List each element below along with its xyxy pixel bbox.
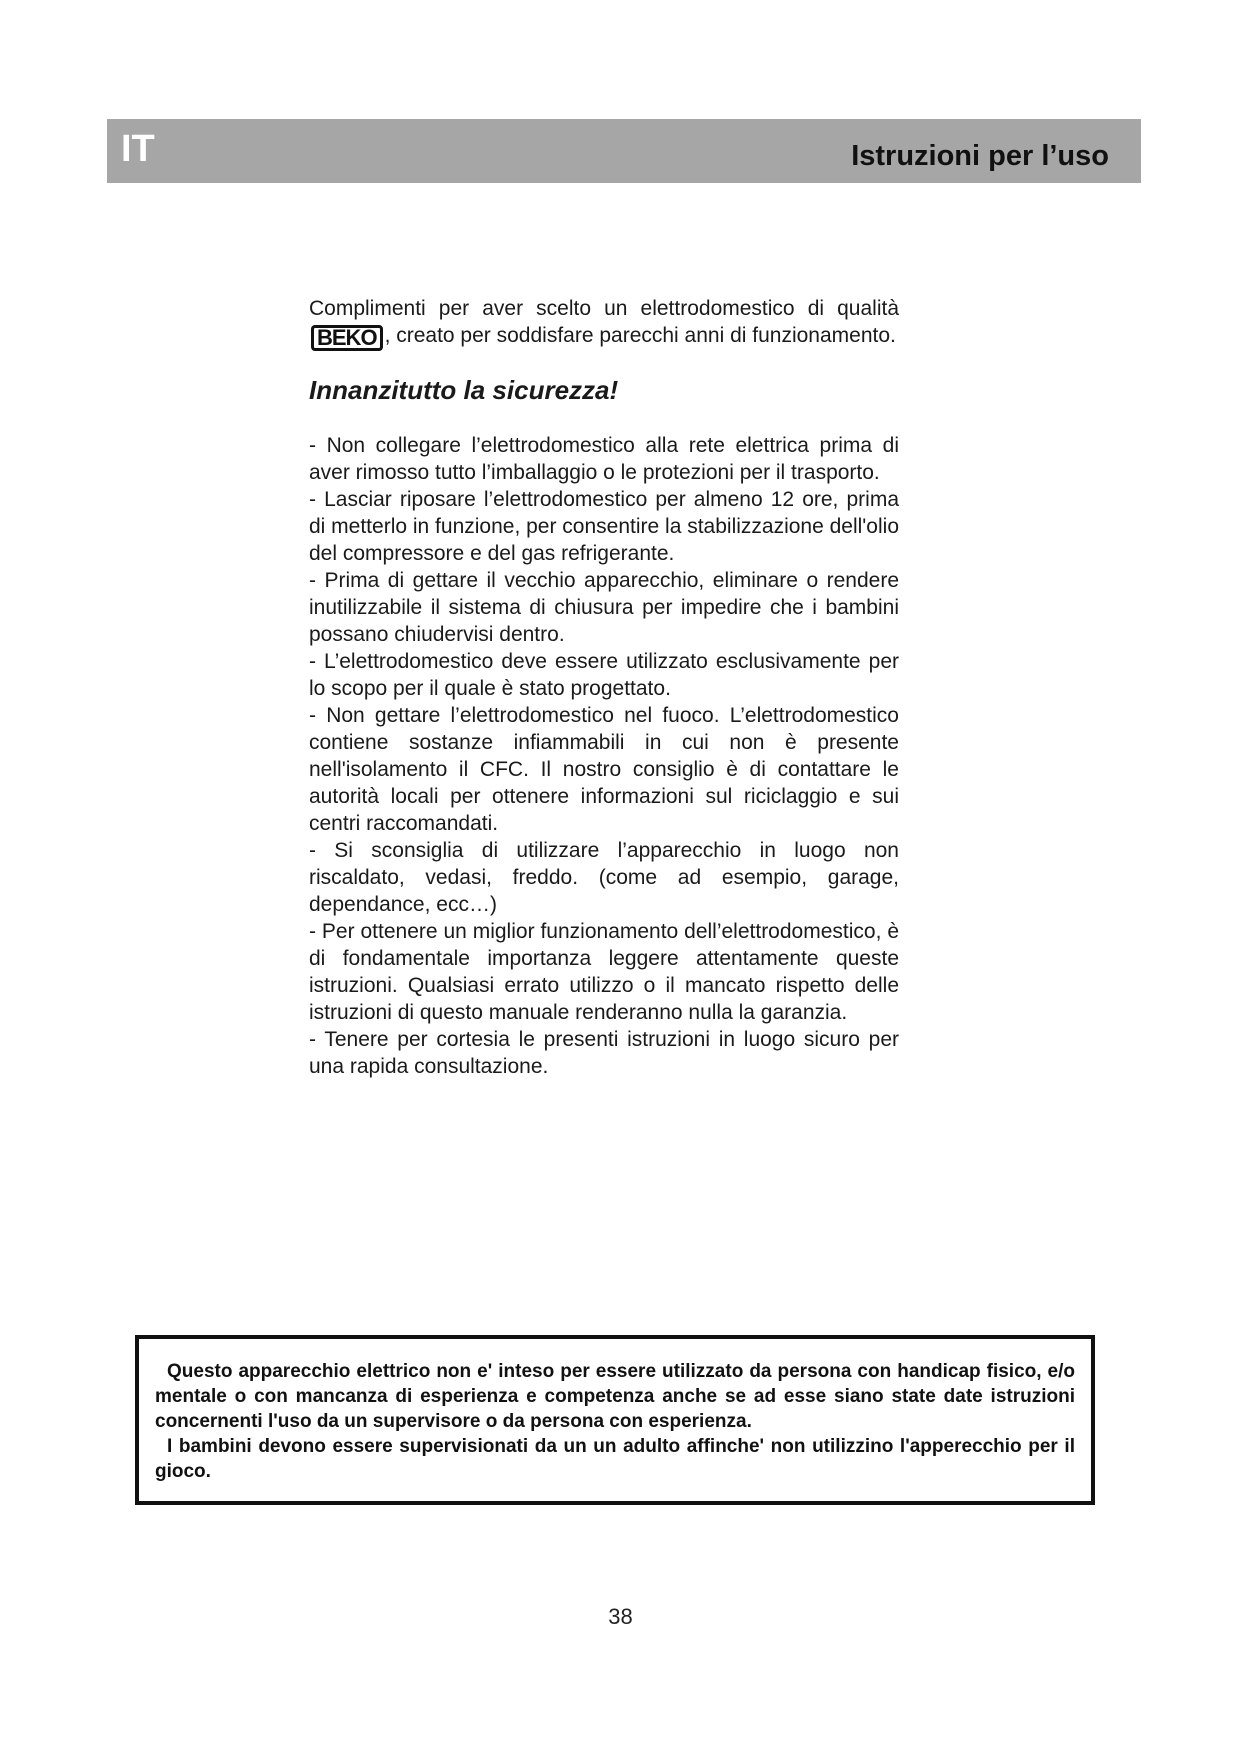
page-number: 38 [608,1604,633,1629]
document-title: Istruzioni per l’uso [851,140,1109,172]
language-code: IT [121,128,155,170]
warning-box [135,1335,1095,1505]
beko-logo: BEKO [311,325,383,351]
safety-item: - Tenere per cortesia le presenti istruzioni in luogo sicuro per una rapida consultazione. [309,1028,899,1078]
safety-list [309,432,899,1080]
intro-text-after-logo: , creato per soddisfare parecchi anni di funzionamento. [384,324,896,347]
main-content [309,295,899,1080]
warning-paragraph-children: I bambini devono essere supervisionati da un un adulto affinche' non utilizzino l'apperecchio per il gioco. [155,1436,1075,1482]
safety-item: - Lasciar riposare l’elettrodomestico per almeno 12 ore, prima di metterlo in funzione, per consentire la stabilizzazione dell'olio del compressore e del gas refrigerante. [309,488,899,565]
intro-paragraph [309,295,899,351]
safety-item: - Non collegare l’elettrodomestico alla rete elettrica prima di aver rimosso tutto l’imballaggio o le protezioni per il trasporto. [309,434,899,484]
safety-item: - L’elettrodomestico deve essere utilizzato esclusivamente per lo scopo per il quale è stato progettato. [309,650,899,700]
safety-item: - Per ottenere un miglior funzionamento dell’elettrodomestico, è di fondamentale importanza leggere attentamente queste istruzioni. Qualsiasi errato utilizzo o il mancato rispetto delle istruzioni di questo manuale renderanno nulla la garanzia. [309,920,899,1024]
safety-item: - Prima di gettare il vecchio apparecchio, eliminare o rendere inutilizzabile il sistema di chiusura per impedire che i bambini possano chiudervisi dentro. [309,569,899,646]
safety-item: - Si sconsiglia di utilizzare l’apparecchio in luogo non riscaldato, vedasi, freddo. (come ad esempio, garage, dependance, ecc…) [309,839,899,916]
page-header [107,119,1141,183]
warning-paragraph-handicap: Questo apparecchio elettrico non e' inteso per essere utilizzato da persona con handicap fisico, e/o mentale o con mancanza di esperienza e competenza anche se ad esse siano state date istruzioni concernenti l'uso da un supervisore o da persona con esperienza. [155,1361,1075,1432]
safety-item: - Non gettare l’elettrodomestico nel fuoco. L’elettrodomestico contiene sostanze infiammabili in cui non è presente nell'isolamento il CFC. Il nostro consiglio è di contattare le autorità locali per ottenere informazioni sul riciclaggio e sui centri raccomandati. [309,704,899,835]
intro-text-before-logo: Complimenti per aver scelto un elettrodomestico di qualità [309,297,899,320]
safety-section-title: Innanzitutto la sicurezza! [309,375,619,405]
